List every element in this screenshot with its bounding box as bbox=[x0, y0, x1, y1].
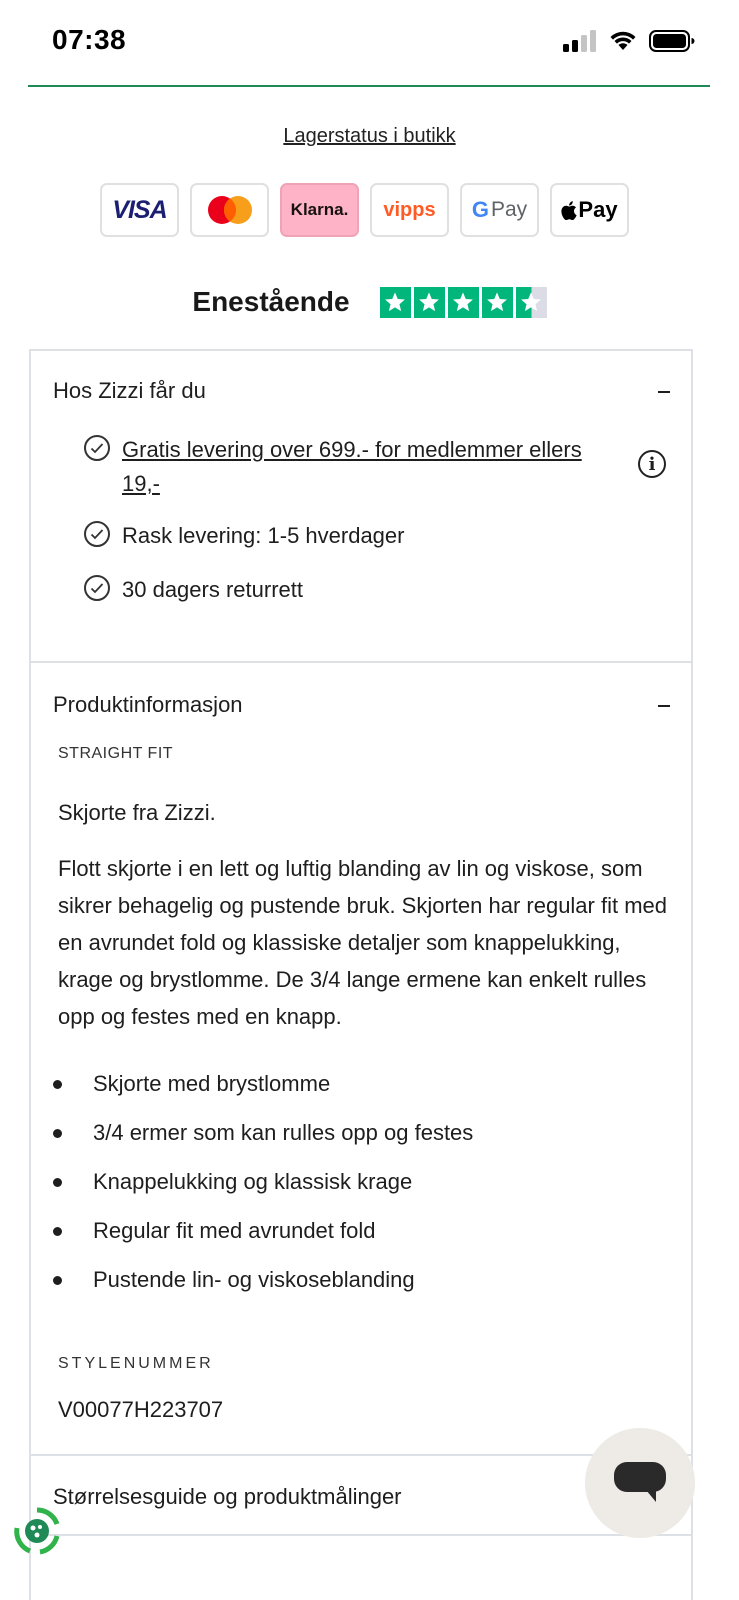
collapse-icon[interactable] bbox=[658, 391, 670, 393]
star-icon bbox=[380, 287, 411, 318]
section-divider bbox=[29, 661, 693, 663]
star-icon bbox=[414, 287, 445, 318]
half-star-icon bbox=[516, 287, 547, 318]
rating-row bbox=[0, 286, 739, 318]
benefit-text: 30 dagers returrett bbox=[122, 577, 303, 602]
payment-methods bbox=[100, 183, 629, 237]
section-divider bbox=[29, 1534, 693, 1536]
star-icon bbox=[448, 287, 479, 318]
benefits-section-title[interactable]: Hos Zizzi får du bbox=[53, 378, 206, 403]
check-circle-icon bbox=[84, 575, 110, 601]
product-description: Flott skjorte i en lett og luftig blanding av lin og viskose, som sikrer behagelig og pustende bruk. Skjorten har regular fit med en avrundet fold og klassiske detaljer som knappelukking, krage og brystlomme. De 3/4 lange ermene kan enkelt rulles opp og festes med en knapp. bbox=[58, 856, 668, 1029]
battery-icon bbox=[649, 30, 695, 52]
chat-button[interactable] bbox=[585, 1428, 695, 1538]
header-divider bbox=[28, 85, 710, 87]
star-icon bbox=[482, 287, 513, 318]
rating-label: Enestående bbox=[192, 286, 350, 317]
status-icons bbox=[563, 30, 695, 52]
free-delivery-link[interactable]: Gratis levering over 699.- for medlemmer ellers 19,- bbox=[122, 437, 582, 496]
feature-list bbox=[50, 1066, 473, 1311]
style-number-label: STYLENUMMER bbox=[58, 1355, 214, 1372]
cellular-signal-icon bbox=[563, 30, 597, 52]
fit-label: STRAIGHT FIT bbox=[58, 745, 174, 762]
mastercard-icon bbox=[206, 195, 254, 225]
google-g-icon: G bbox=[471, 197, 489, 222]
list-item: Knappelukking og klassisk krage bbox=[50, 1164, 473, 1213]
benefit-item bbox=[84, 519, 404, 553]
benefit-item bbox=[84, 433, 622, 501]
status-time: 07:38 bbox=[52, 24, 127, 55]
list-item: Pustende lin- og viskoseblanding bbox=[50, 1262, 473, 1311]
product-intro: Skjorte fra Zizzi. bbox=[58, 800, 216, 825]
list-item: Regular fit med avrundet fold bbox=[50, 1213, 473, 1262]
apple-pay-mark bbox=[561, 197, 617, 223]
apple-pay-logo bbox=[550, 183, 629, 237]
chat-bubble-icon bbox=[612, 1460, 668, 1506]
list-item: Skjorte med brystlomme bbox=[50, 1066, 473, 1115]
size-guide-section-title[interactable]: Størrelsesguide og produktmålinger bbox=[53, 1484, 402, 1509]
wifi-icon bbox=[609, 30, 637, 52]
product-section-title[interactable]: Produktinformasjon bbox=[53, 692, 243, 717]
check-circle-icon bbox=[84, 521, 110, 547]
google-pay-mark bbox=[472, 197, 527, 223]
vipps-logo bbox=[370, 183, 449, 237]
mastercard-logo bbox=[190, 183, 269, 237]
stock-status-link[interactable]: Lagerstatus i butikk bbox=[283, 125, 456, 147]
collapse-icon[interactable] bbox=[658, 705, 670, 707]
klarna-logo bbox=[280, 183, 359, 237]
check-circle-icon bbox=[84, 435, 110, 461]
list-item: 3/4 ermer som kan rulles opp og festes bbox=[50, 1115, 473, 1164]
info-icon[interactable]: i bbox=[638, 450, 666, 478]
google-pay-text: Pay bbox=[490, 198, 528, 221]
vipps-text: vipps bbox=[383, 198, 436, 221]
apple-icon bbox=[561, 201, 577, 220]
trustpilot-stars[interactable] bbox=[380, 287, 547, 318]
apple-pay-text: Pay bbox=[578, 197, 618, 222]
benefit-text: Rask levering: 1-5 hverdager bbox=[122, 523, 405, 548]
visa-text: VISA bbox=[112, 195, 167, 224]
benefit-item bbox=[84, 573, 303, 607]
status-bar bbox=[0, 0, 739, 86]
klarna-text: Klarna. bbox=[290, 200, 349, 219]
style-number-value: V00077H223707 bbox=[58, 1397, 224, 1422]
google-pay-logo bbox=[460, 183, 539, 237]
visa-logo bbox=[100, 183, 179, 237]
eco-badge-icon[interactable] bbox=[12, 1506, 62, 1556]
